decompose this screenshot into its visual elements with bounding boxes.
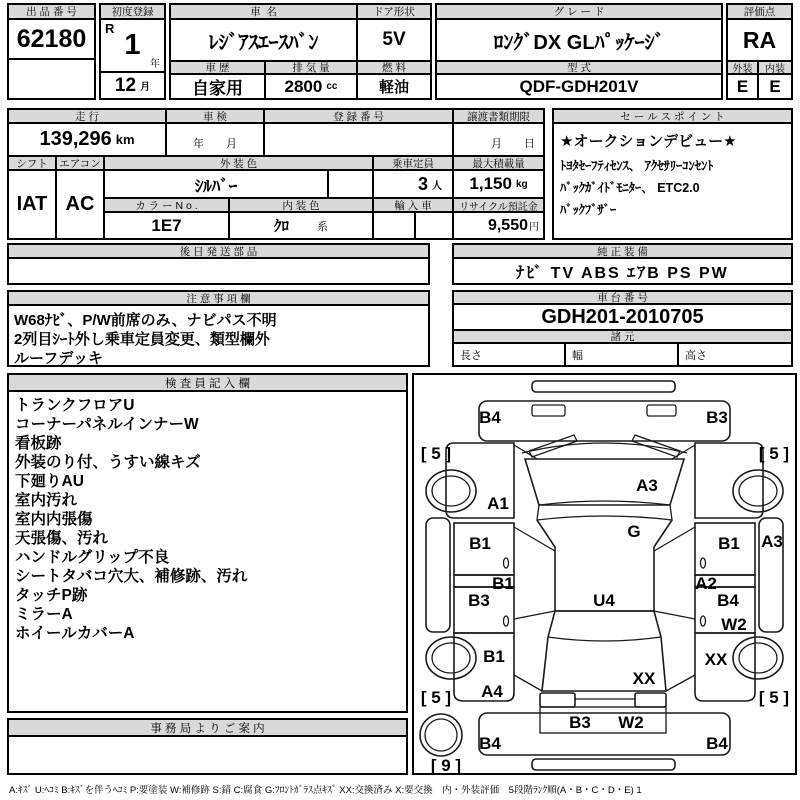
- auction-number-value: 62180: [9, 20, 94, 60]
- left-front-door-handle: [504, 558, 509, 568]
- car-name-label: 車 名: [171, 5, 358, 20]
- damage-code-label: G: [627, 522, 641, 541]
- damage-code-label: W2: [721, 615, 747, 634]
- capacity-label: 乗車定員: [374, 157, 454, 171]
- spec-height-label: 高さ: [685, 349, 707, 362]
- month-unit: 月: [140, 82, 151, 93]
- rear-panel-shape: [479, 713, 730, 755]
- car-name-box: [169, 3, 432, 100]
- model-code-label: 型 式: [437, 62, 721, 75]
- auction-number-box: [7, 3, 96, 100]
- inspector-line: タッチP跡: [15, 587, 88, 604]
- inspector-line: 天張傷、汚れ: [15, 530, 109, 547]
- genuine-equipment-value: ﾅﾋﾞ TV ABS ｴｱB PS PW: [516, 264, 729, 282]
- inspector-notes-label: 検 査 員 記 入 欄: [9, 375, 406, 392]
- damage-code-label: B3: [468, 591, 490, 610]
- damage-code-label: [ 5 ]: [758, 688, 790, 707]
- color-number-label: カ ラ ー N o .: [105, 199, 230, 213]
- spare-tire-inner: [425, 719, 457, 751]
- color-number-value: 1E7: [105, 213, 230, 238]
- left-rocker-strip-shape: [426, 518, 450, 632]
- score-value: RA: [728, 20, 791, 62]
- damage-code-label: B1: [718, 534, 740, 553]
- capacity-unit: 人: [432, 180, 442, 192]
- grade-value: ﾛﾝｸﾞDX GLﾊﾟｯｹｰｼﾞ: [437, 20, 721, 62]
- damage-diagram-box: [412, 373, 797, 775]
- inspector-line: 下廻りAU: [15, 473, 84, 490]
- headlight-left-shape: [532, 405, 565, 416]
- interior-color-label: 内 装 色: [230, 199, 374, 213]
- grade-label: グ レ ー ド: [437, 5, 721, 20]
- import-label: 輸 入 車: [374, 199, 454, 213]
- capacity-value: 3: [417, 173, 428, 194]
- damage-code-label: B3: [706, 408, 728, 427]
- office-notice-box: [7, 718, 408, 775]
- headlight-right-shape: [647, 405, 676, 416]
- sales-point-line: ﾊﾞｯｸﾌﾞｻﾞｰ: [560, 203, 617, 217]
- import-value-cell-2: [416, 213, 454, 238]
- shift-value: IAT: [9, 171, 57, 238]
- mileage-value-cell: [9, 124, 167, 157]
- door-shape-label: ドア形状: [358, 5, 430, 20]
- exterior-color-value: ｼﾙﾊﾞｰ: [105, 171, 329, 199]
- right-a-pillar-fold: [672, 445, 695, 459]
- door-shape-value: 5V: [358, 20, 430, 62]
- spec-height-cell: [679, 344, 791, 365]
- sales-point-line: ★オークションデビュー★: [560, 133, 737, 150]
- year-unit: 年: [150, 59, 160, 70]
- fuel-label: 燃 料: [358, 62, 430, 75]
- interior-color-value: ｸﾛ: [273, 218, 289, 235]
- office-notice-value: [9, 737, 406, 773]
- aircon-value: AC: [57, 171, 105, 238]
- cautions-label: 注 意 事 項 欄: [9, 292, 428, 306]
- right-slide-door-handle: [701, 616, 706, 626]
- damage-code-label: A3: [761, 532, 783, 551]
- registration-number-value: [265, 124, 454, 157]
- inspection-value: 年 月: [167, 124, 265, 157]
- history-value: 自家用: [171, 75, 266, 98]
- spare-tire: [420, 714, 462, 756]
- chassis-number-value: GDH201-2010705: [454, 305, 791, 331]
- caution-line: W68ﾅﾋﾞ、P/W前席のみ、ナビパス不明: [14, 312, 277, 329]
- registration-year: 1: [124, 29, 141, 61]
- damage-code-label: B1: [492, 574, 514, 593]
- rear-right-wheel-inner: [739, 643, 777, 673]
- damage-code-label: A2: [695, 574, 717, 593]
- damage-code-label: B4: [479, 408, 501, 427]
- right-rear-fold: [666, 675, 695, 691]
- inspection-label: 車 検: [167, 110, 265, 124]
- damage-code-label: A3: [636, 476, 658, 495]
- grade-box: [435, 3, 723, 100]
- chassis-number-box: [452, 290, 793, 367]
- hatch-lower-shape: [540, 707, 666, 733]
- max-load-value: 1,150: [469, 174, 512, 193]
- spec-length-cell: [454, 344, 566, 365]
- genuine-equipment-box: [452, 243, 793, 285]
- rear-left-wheel-inner: [432, 643, 470, 673]
- damage-code-label: A1: [487, 494, 509, 513]
- damage-code-label: [ 9 ]: [430, 756, 462, 773]
- later-shipped-parts-box: [7, 243, 430, 285]
- damage-code-label: B4: [717, 591, 739, 610]
- mileage-value: 139,296: [39, 128, 112, 150]
- aircon-label: エアコン: [57, 157, 105, 171]
- damage-code-label: XX: [704, 650, 728, 669]
- inspector-line: ホイールカバーA: [15, 625, 135, 642]
- recycle-deposit-value: 9,550: [487, 216, 528, 234]
- taillight-right-shape: [635, 693, 666, 707]
- capacity-value-cell: [374, 171, 454, 199]
- damage-code-label: [ 5 ]: [758, 444, 790, 463]
- dashboard-band: [537, 501, 672, 520]
- mileage-label: 走 行: [9, 110, 167, 124]
- registration-number-label: 登 録 番 号: [265, 110, 454, 124]
- left-a-pillar-fold: [514, 445, 537, 459]
- displacement-unit: cc: [326, 81, 338, 92]
- transfer-deadline-value: 月 日: [454, 124, 543, 157]
- sales-point-line: ﾊﾞｯｸｶﾞｲﾄﾞﾓﾆﾀｰ、 ETC2.0: [560, 181, 700, 195]
- inspector-line: 看板跡: [15, 435, 62, 452]
- inspector-line: コーナーパネルインナーW: [15, 416, 199, 433]
- displacement-value: 2800: [284, 76, 323, 96]
- later-shipped-parts-value: [9, 259, 428, 283]
- exterior-color-extra-cell: [329, 171, 374, 199]
- first-registration-label: 初度登録: [101, 5, 164, 20]
- windshield-shape: [525, 459, 684, 505]
- sales-points-label: セ ー ル ス ポ イ ン ト: [554, 110, 791, 124]
- spec-width-label: 幅: [572, 349, 583, 362]
- inspector-line: トランクフロアU: [15, 397, 135, 414]
- damage-code-label: B1: [469, 534, 491, 553]
- inspector-notes-box: [7, 373, 408, 713]
- rear-window-line: [548, 637, 661, 641]
- damage-code-label: B4: [479, 734, 501, 753]
- inspector-line: ミラーA: [15, 606, 73, 623]
- front-bumper-shape: [532, 381, 675, 392]
- front-left-wheel-inner: [432, 476, 470, 506]
- first-registration-box: [99, 3, 166, 100]
- car-name-value: ﾚｼﾞｱｽｴｰｽﾊﾞﾝ: [171, 20, 358, 62]
- max-load-unit: kg: [515, 178, 528, 190]
- displacement-label: 排 気 量: [266, 62, 358, 75]
- specs-label: 諸 元: [454, 331, 791, 344]
- interior-grade-value: E: [769, 76, 781, 96]
- wiper-left-shape: [529, 435, 577, 457]
- sales-point-line: ﾄﾖﾀｾｰﾌﾃｨｾﾝｽ、 ｱｸｾｻﾘｰｺﾝｾﾝﾄ: [560, 159, 714, 173]
- info-table: [7, 108, 545, 240]
- left-c-pillar-fold: [514, 611, 555, 619]
- exterior-color-label: 外 装 色: [105, 157, 374, 171]
- fuel-value: 軽油: [378, 79, 409, 96]
- later-shipped-parts-label: 後 日 発 送 部 品: [9, 245, 428, 259]
- interior-color-suffix: 系: [317, 220, 328, 233]
- damage-code-label: B4: [706, 734, 728, 753]
- damage-code-label: [ 5 ]: [420, 444, 452, 463]
- caution-line: ルーフデッキ: [14, 350, 103, 367]
- max-load-label: 最大積載量: [454, 157, 543, 171]
- inspector-line: 室内内張傷: [15, 511, 93, 528]
- mileage-unit: km: [115, 132, 135, 147]
- spec-width-cell: [566, 344, 679, 365]
- transfer-deadline-label: 譲渡書類期限: [454, 110, 543, 124]
- rear-bumper-shape: [532, 759, 675, 770]
- shift-label: シフト: [9, 157, 57, 171]
- first-registration-year-cell: [101, 20, 164, 73]
- damage-code-legend: A:ｷｽﾞ U:ﾍｺﾐ B:ｷｽﾞを伴うﾍｺﾐ P:要塗装 W:補修跡 S:錆 C:腐食 G:ﾌﾛﾝﾄｶﾞﾗｽ点ｷｽﾞ XX:交換済み X:要交換 内・外装評価 5段階ﾗﾝｸ順(A・B・C・D・E) 1: [9, 785, 642, 796]
- score-label: 評価点: [728, 5, 791, 20]
- damage-code-label: [ 5 ]: [420, 688, 452, 707]
- inspector-line: ハンドルグリップ不良: [15, 549, 170, 566]
- damage-code-label: U4: [593, 591, 615, 610]
- interior-grade-label: 内装: [759, 62, 791, 75]
- recycle-deposit-label: リサイクル預託金: [454, 199, 543, 213]
- left-slide-door-handle: [504, 616, 509, 626]
- sales-points-box: [552, 108, 793, 240]
- interior-color-value-cell: [230, 213, 374, 238]
- right-front-fender-shape: [695, 443, 763, 518]
- damage-code-label: XX: [632, 669, 656, 688]
- displacement-value-cell: [266, 75, 358, 98]
- recycle-deposit-unit: 円: [529, 222, 539, 233]
- inspector-line: 外装のり付、うすい線キズ: [15, 454, 201, 471]
- damage-code-label: B1: [483, 647, 505, 666]
- exterior-grade-label: 外装: [728, 62, 759, 75]
- chassis-number-label: 車 台 番 号: [454, 292, 791, 305]
- inspector-line: シートタバコ穴大、補修跡、汚れ: [15, 568, 248, 585]
- exterior-grade-value: E: [728, 75, 759, 98]
- spec-length-label: 長さ: [460, 349, 482, 362]
- caution-line: 2列目ｼｰﾄ外し乗車定員変更、類型欄外: [14, 331, 270, 348]
- taillight-left-shape: [540, 693, 575, 707]
- model-code-value: QDF-GDH201V: [519, 76, 639, 96]
- right-c-pillar-fold: [654, 611, 695, 619]
- genuine-equipment-label: 純 正 装 備: [454, 245, 791, 259]
- score-box: [726, 3, 793, 100]
- damage-code-label: A4: [481, 682, 503, 701]
- wiper-right-shape: [632, 435, 680, 457]
- right-front-door-handle: [701, 558, 706, 568]
- damage-code-label: B3: [569, 713, 591, 732]
- damage-code-label: W2: [618, 713, 644, 732]
- inspector-line: 室内汚れ: [15, 492, 78, 509]
- history-label: 車 歴: [171, 62, 266, 75]
- auction-number-label: 出 品 番 号: [9, 5, 94, 20]
- max-load-value-cell: [454, 171, 543, 199]
- front-right-wheel-inner: [739, 476, 777, 506]
- import-value-cell-1: [374, 213, 416, 238]
- first-registration-month-cell: [101, 73, 164, 98]
- left-rear-fold: [514, 675, 542, 691]
- front-panel-shape: [479, 401, 730, 441]
- cautions-box: [7, 290, 430, 367]
- office-notice-label: 事 務 局 よ り ご 案 内: [9, 720, 406, 737]
- recycle-deposit-value-cell: [454, 213, 543, 238]
- era-code: R: [105, 21, 115, 36]
- registration-month: 12: [114, 74, 137, 96]
- damage-diagram-svg: [414, 375, 795, 773]
